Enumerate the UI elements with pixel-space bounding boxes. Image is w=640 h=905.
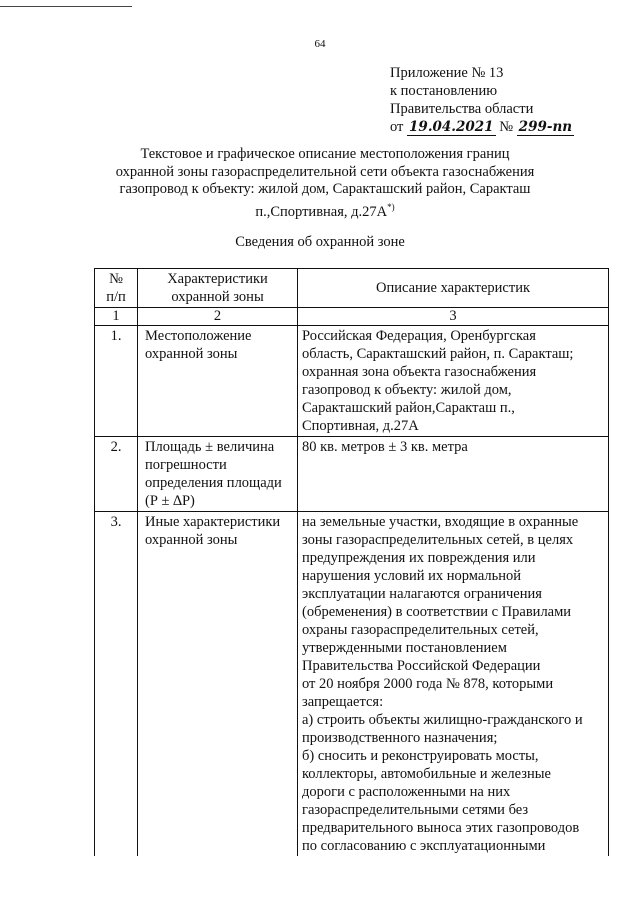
desc-line: Российская Федерация, Оренбургская — [302, 328, 536, 344]
column-number: 2 — [138, 308, 298, 326]
title-line-3: газопровод к объекту: жилой дом, Саракташский район, Саракташ — [119, 181, 531, 197]
appendix-block — [390, 64, 574, 136]
section-title: Сведения об охранной зоне — [235, 234, 405, 250]
date-prefix: от — [390, 119, 404, 135]
header-characteristics — [138, 269, 298, 308]
desc-line: предупреждения их повреждения или — [302, 550, 536, 566]
char-line: Иные характеристики — [145, 514, 281, 530]
header-char-line: охранной зоны — [171, 289, 264, 305]
row-num: 1. — [95, 326, 138, 437]
column-number: 3 — [298, 308, 609, 326]
page-number: 64 — [314, 38, 326, 50]
header-char-line: Характеристики — [167, 271, 268, 287]
row-description — [298, 326, 609, 437]
handwritten-number: 299-пп — [518, 119, 573, 135]
desc-line: предварительного выноса этих газопроводов — [302, 820, 580, 836]
table-row — [95, 437, 609, 512]
row-characteristic — [138, 437, 298, 512]
desc-line: 80 кв. метров ± 3 кв. метра — [302, 439, 468, 455]
row-description — [298, 512, 609, 857]
footnote-mark: *) — [387, 201, 395, 212]
header-num — [95, 269, 138, 308]
appendix-line-2: к постановлению — [390, 83, 498, 99]
appendix-date-line — [390, 118, 574, 136]
desc-line: Саракташский район,Саракташ п., — [302, 400, 515, 416]
header-num-line: № — [109, 271, 123, 287]
title-line-4 — [100, 199, 550, 221]
document-title — [100, 146, 550, 221]
column-number-row — [95, 308, 609, 326]
header-num-line: п/п — [106, 289, 126, 305]
char-line: (Р ± ∆Р) — [145, 493, 195, 509]
top-rule — [0, 6, 132, 7]
char-line: охранной зоны — [145, 532, 238, 548]
column-number: 1 — [95, 308, 138, 326]
table-row — [95, 512, 609, 857]
desc-line: б) сносить и реконструировать мосты, — [302, 748, 539, 764]
desc-line: от 20 ноября 2000 года № 878, которыми — [302, 676, 554, 692]
desc-line: газораспределительными сетями без — [302, 802, 529, 818]
desc-line: охраны газораспределительных сетей, — [302, 622, 539, 638]
desc-line: зоны газораспределительных сетей, в целях — [302, 532, 574, 548]
handwritten-date: 19.04.2021 — [409, 119, 494, 135]
desc-line: газопровод к объекту: жилой дом, — [302, 382, 512, 398]
desc-line: Правительства Российской Федерации — [302, 658, 541, 674]
desc-line: коллекторы, автомобильные и железные — [302, 766, 551, 782]
char-line: Площадь ± величина — [145, 439, 275, 455]
desc-line: запрещается: — [302, 694, 384, 710]
row-characteristic — [138, 512, 298, 857]
row-description — [298, 437, 609, 512]
desc-line: охранная зона объекта газоснабжения — [302, 364, 537, 380]
desc-line: нарушения условий их нормальной — [302, 568, 522, 584]
row-characteristic — [138, 326, 298, 437]
desc-line: (обременения) в соответствии с Правилами — [302, 604, 572, 620]
row-num: 3. — [95, 512, 138, 857]
desc-line: дороги с расположенными на них — [302, 784, 511, 800]
desc-line: область, Саракташский район, п. Саракташ; — [302, 346, 574, 362]
desc-line: эксплуатации налагаются ограничения — [302, 586, 542, 602]
desc-line: а) строить объекты жилищно-гражданского и — [302, 712, 583, 728]
number-prefix: № — [499, 119, 514, 135]
appendix-line-1: Приложение № 13 — [390, 65, 504, 81]
desc-line: на земельные участки, входящие в охранные — [302, 514, 579, 530]
char-line: Местоположение — [145, 328, 252, 344]
char-line: определения площади — [145, 475, 282, 491]
protection-zone-table — [94, 268, 609, 856]
desc-line: утвержденными постановлением — [302, 640, 507, 656]
row-num: 2. — [95, 437, 138, 512]
title-address: п.,Спортивная, д.27А — [255, 203, 388, 220]
desc-line: по согласованию с эксплуатационными — [302, 838, 546, 854]
table-row — [95, 326, 609, 437]
table-header-row — [95, 269, 609, 308]
title-line-2: охранной зоны газораспределительной сети объекта газоснабжения — [115, 163, 535, 180]
appendix-line-3: Правительства области — [390, 101, 534, 117]
desc-line: Спортивная, д.27А — [302, 418, 419, 434]
char-line: погрешности — [145, 457, 227, 473]
char-line: охранной зоны — [145, 346, 238, 362]
desc-line: производственного назначения; — [302, 730, 498, 746]
header-description: Описание характеристик — [298, 269, 609, 308]
title-line-1: Текстовое и графическое описание местоположения границ — [140, 146, 510, 162]
